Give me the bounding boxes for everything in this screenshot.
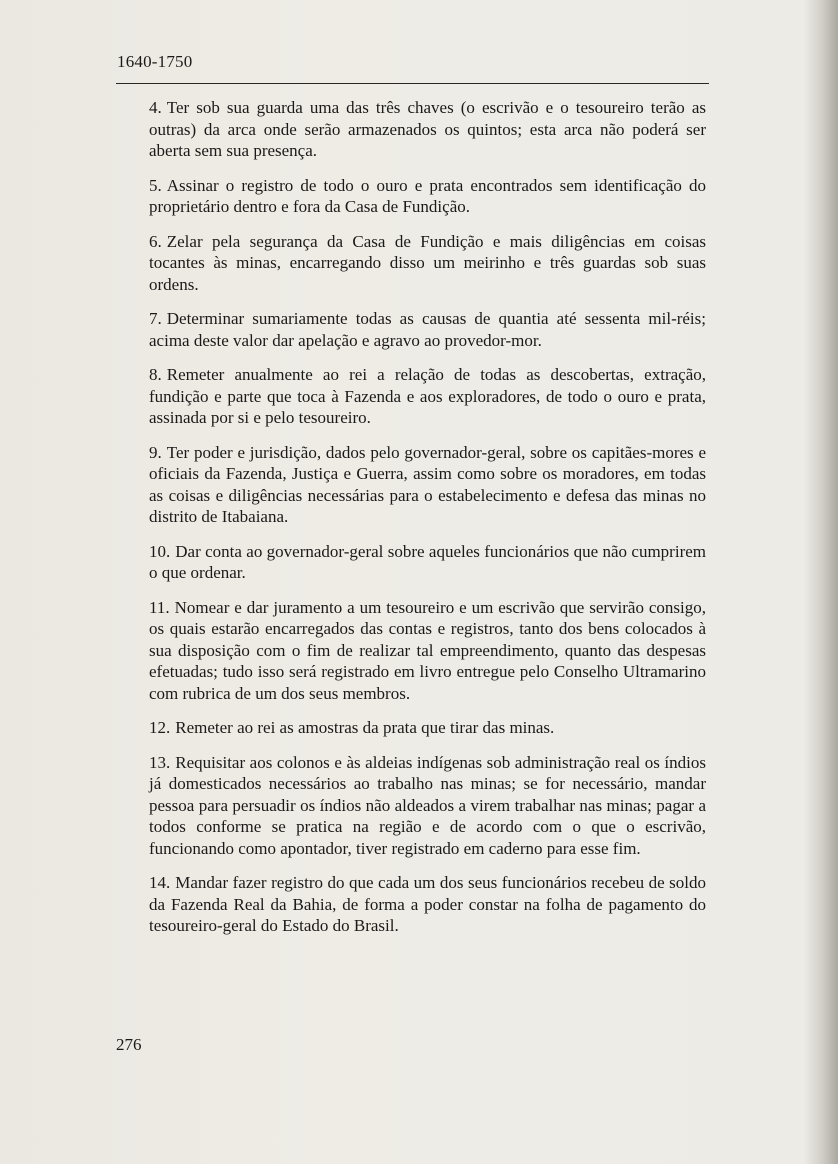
item-number: 4. — [149, 98, 162, 117]
item-number: 5. — [149, 175, 162, 195]
item-text: Determinar sumariamente todas as causas de quantia até sessenta mil-réis; acima deste valor dar apelação e agravo ao provedor-mor. — [149, 309, 706, 350]
list-item — [149, 541, 706, 584]
list-item — [149, 175, 706, 218]
list-item — [149, 364, 706, 429]
item-text: Remeter anualmente ao rei a relação de todas as descobertas, extração, fundição e parte que toca à Fazenda e aos exploradores, de todo o ouro e prata, assinada por si e pelo tesoureiro. — [149, 365, 706, 427]
item-number: 6. — [149, 231, 162, 251]
item-number: 8. — [149, 365, 162, 384]
list-item — [149, 442, 706, 528]
list-item — [149, 597, 706, 705]
list-item — [149, 717, 706, 739]
item-number: 12. — [149, 718, 171, 737]
item-text: Zelar pela segurança da Casa de Fundição e mais diligências em coisas tocantes às minas, encarregando disso um meirinho e três guardas sob suas ordens. — [149, 231, 706, 294]
header-rule — [116, 83, 709, 84]
numbered-list — [149, 97, 706, 950]
item-number: 13. — [149, 752, 171, 772]
item-number: 7. — [149, 309, 162, 328]
running-header-period: 1640-1750 — [117, 52, 193, 71]
page-edge-shadow — [804, 0, 838, 1164]
item-text: Requisitar aos colonos e às aldeias indígenas sob administração real os índios já domesticados necessários ao trabalho nas minas; se for necessário, mandar pessoa para persuadir os índios não aldeados a virem trabalhar nas minas; pagar a todos conforme se pratica na região e de acordo com o que o escrivão, funcionando como apontador, tiver registrado em caderno para esse fim. — [149, 752, 706, 858]
item-text: Ter sob sua guarda uma das três chaves (o escrivão e o tesoureiro terão as outras) da arca onde serão armazenados os quintos; esta arca não poderá ser aberta sem sua presença. — [149, 98, 706, 160]
list-item — [149, 872, 706, 937]
list-item — [149, 97, 706, 162]
item-number: 9. — [149, 442, 162, 462]
item-text: Mandar fazer registro do que cada um dos seus funcionários recebeu de soldo da Fazenda Real da Bahia, de forma a poder constar na folha de pagamento do tesoureiro-geral do Estado do Brasil. — [149, 873, 706, 935]
list-item — [149, 752, 706, 860]
list-item — [149, 231, 706, 296]
page-number: 276 — [116, 1035, 142, 1054]
item-number: 14. — [149, 873, 171, 892]
list-item — [149, 308, 706, 351]
item-text: Ter poder e jurisdição, dados pelo governador-geral, sobre os capitães-mores e oficiais da Fazenda, Justiça e Guerra, assim como sobre os moradores, em todas as coisas e diligências necessárias para o estabelecimento e defesa das minas no distrito de Itabaiana. — [149, 442, 706, 526]
item-text: Remeter ao rei as amostras da prata que tirar das minas. — [175, 718, 555, 737]
item-text: Assinar o registro de todo o ouro e prata encontrados sem identificação do proprietário dentro e fora da Casa de Fundição. — [149, 175, 706, 216]
item-text: Dar conta ao governador-geral sobre aqueles funcionários que não cumprirem o que ordenar. — [149, 541, 706, 582]
item-number: 11. — [149, 597, 170, 617]
item-number: 10. — [149, 541, 171, 561]
item-text: Nomear e dar juramento a um tesoureiro e um escrivão que servirão consigo, os quais estarão encarregados das contas e registros, tanto dos bens colocados à sua disposição com o fim de realizar tal empreendimento, quanto das despesas efetuadas; tudo isso será registrado em livro entregue pelo Conselho Ultramarino com rubrica de um dos seus membros. — [149, 597, 706, 703]
